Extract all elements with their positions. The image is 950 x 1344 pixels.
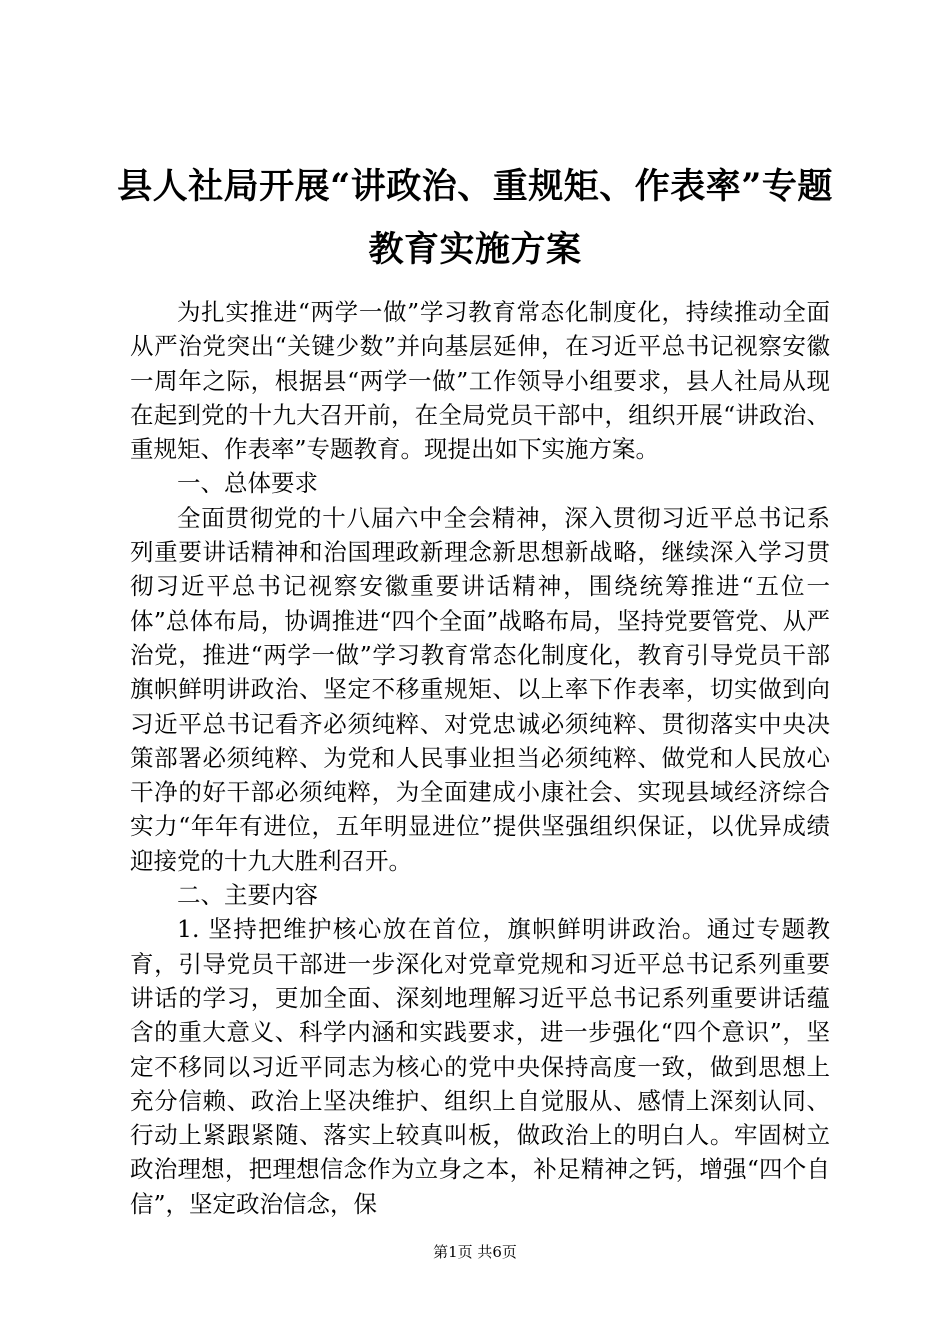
page-number-footer: 第1页 共6页 xyxy=(433,1243,517,1261)
document-body xyxy=(130,295,830,1221)
document-title: 县人社局开展“讲政治、重规矩、作表率”专题教育实施方案 xyxy=(117,166,833,270)
overall-requirements-paragraph: 全面贯彻党的十八届六中全会精神，深入贯彻习近平总书记系列重要讲话精神和治国理政新理念新思想新战略，继续深入学习贯彻习近平总书记视察安徽重要讲话精神，围绕统筹推进“五位一体”总体布局，协调推进“四个全面”战略布局，坚持党要管党、从严治党，推进“两学一做”学习教育常态化制度化，教育引导党员干部旗帜鲜明讲政治、坚定不移重规矩、以上率下作表率，切实做到向习近平总书记看齐必须纯粹、对党忠诚必须纯粹、贯彻落实中央决策部署必须纯粹、为党和人民事业担当必须纯粹、做党和人民放心干净的好干部必须纯粹，为全面建成小康社会、实现县域经济综合实力“年年有进位，五年明显进位”提供坚强组织保证，以优异成绩迎接党的十九大胜利召开。 xyxy=(130,503,830,875)
main-content-item-1-paragraph: 1. 坚持把维护核心放在首位，旗帜鲜明讲政治。通过专题教育，引导党员干部进一步深化对党章党规和习近平总书记系列重要讲话的学习，更加全面、深刻地理解习近平总书记系列重要讲话蕴含的重大意义、科学内涵和实践要求，进一步强化“四个意识”，坚定不移同以习近平同志为核心的党中央保持高度一致，做到思想上充分信赖、政治上坚决维护、组织上自觉服从、感情上深刻认同、行动上紧跟紧随、落实上较真叫板，做政治上的明白人。牢固树立政治理想，把理想信念作为立身之本，补足精神之钙，增强“四个自信”，坚定政治信念，保 xyxy=(130,915,830,1218)
intro-paragraph: 为扎实推进“两学一做”学习教育常态化制度化，持续推动全面从严治党突出“关键少数”并向基层延伸，在习近平总书记视察安徽一周年之际，根据县“两学一做”工作领导小组要求，县人社局从现在起到党的十九大召开前，在全局党员干部中，组织开展“讲政治、重规矩、作表率”专题教育。现提出如下实施方案。 xyxy=(130,298,830,464)
section-heading-overall-requirements: 一、总体要求 xyxy=(177,469,318,498)
section-heading-main-content: 二、主要内容 xyxy=(177,881,318,910)
